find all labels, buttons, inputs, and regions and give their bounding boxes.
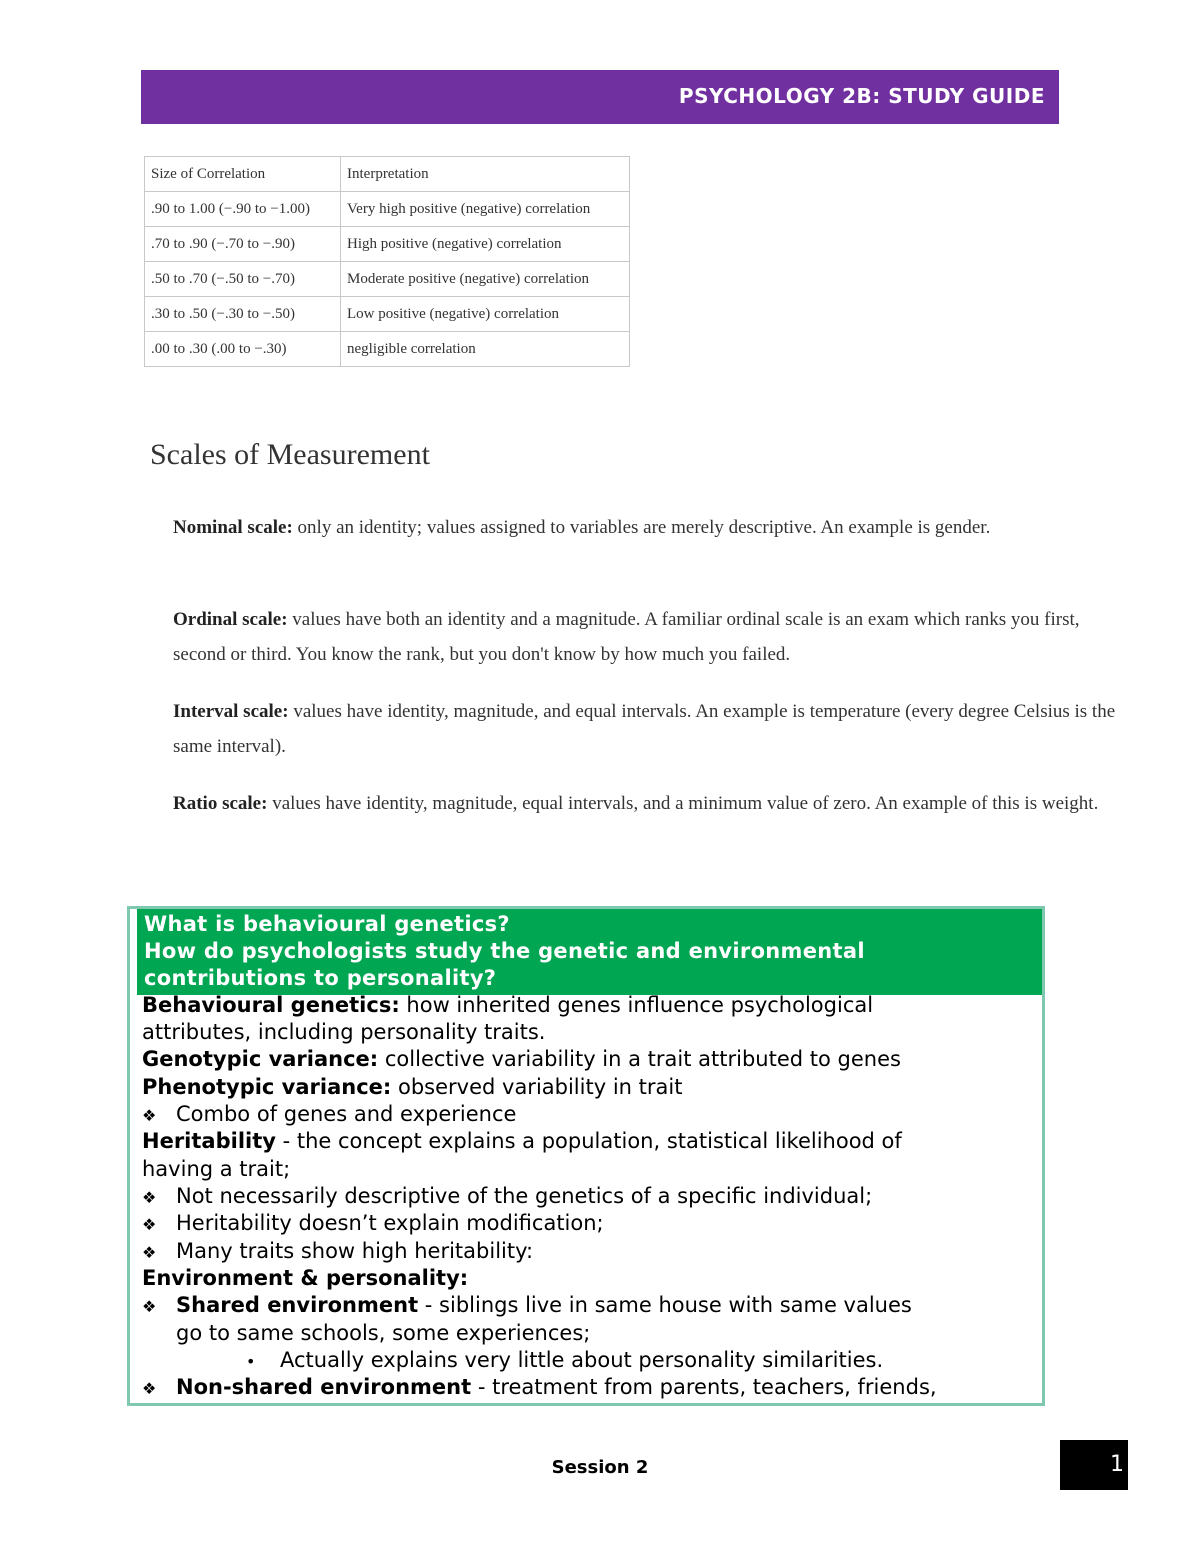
- ratio-scale-paragraph: [173, 786, 1118, 821]
- table-cell: High positive (negative) correlation: [341, 227, 630, 262]
- term: Behavioural genetics:: [142, 993, 400, 1017]
- scales-title: Scales of Measurement: [150, 438, 430, 471]
- diamond-bullet-icon: ❖: [142, 1215, 157, 1234]
- dot-bullet-icon: •: [246, 1352, 256, 1371]
- list-item-text: Actually explains very little about personality similarities.: [280, 1348, 884, 1372]
- definition-continuation: having a trait;: [142, 1157, 291, 1181]
- diamond-bullet-icon: ❖: [142, 1379, 157, 1398]
- list-item: [142, 1211, 604, 1235]
- environment-heading: [142, 1266, 468, 1290]
- table-cell: .70 to .90 (−.70 to −.90): [145, 227, 341, 262]
- page-number: 1: [1110, 1452, 1124, 1477]
- table-row: [145, 262, 630, 297]
- diamond-bullet-icon: ❖: [142, 1188, 157, 1207]
- table-cell: .00 to .30 (.00 to −.30): [145, 332, 341, 367]
- table-header-cell: Interpretation: [341, 157, 630, 192]
- question-line: What is behavioural genetics?: [144, 912, 510, 936]
- definition-continuation: go to same schools, some experiences;: [176, 1321, 591, 1345]
- table-row: [145, 192, 630, 227]
- header-bar: [141, 70, 1059, 124]
- table-cell: .30 to .50 (−.30 to −.50): [145, 297, 341, 332]
- scale-term: Ratio scale:: [173, 793, 268, 814]
- table-cell: .50 to .70 (−.50 to −.70): [145, 262, 341, 297]
- table-cell: Low positive (negative) correlation: [341, 297, 630, 332]
- question-line: contributions to personality?: [144, 966, 497, 990]
- term: Heritability: [142, 1129, 276, 1153]
- list-item: [142, 1102, 516, 1126]
- diamond-bullet-icon: ❖: [142, 1297, 157, 1316]
- questions-header: [137, 909, 1042, 995]
- table-cell: Moderate positive (negative) correlation: [341, 262, 630, 297]
- list-item: [142, 1239, 533, 1263]
- heading-text: Environment & personality:: [142, 1266, 469, 1290]
- page-number-box: [1060, 1440, 1128, 1490]
- list-item: [142, 1184, 872, 1208]
- list-item-text: Not necessarily descriptive of the genetics of a specific individual;: [176, 1184, 873, 1208]
- scale-term: Ordinal scale:: [173, 609, 288, 630]
- definition-text: - the concept explains a population, statistical likelihood of: [275, 1129, 902, 1153]
- correlation-table: [144, 156, 630, 367]
- list-item: [142, 1293, 912, 1317]
- table-header-cell: Size of Correlation: [145, 157, 341, 192]
- sub-list-item: [246, 1348, 883, 1372]
- table-cell: negligible correlation: [341, 332, 630, 367]
- diamond-bullet-icon: ❖: [142, 1243, 157, 1262]
- diamond-bullet-icon: ❖: [142, 1106, 157, 1125]
- table-row: [145, 227, 630, 262]
- definition-text: - siblings live in same house with same values: [418, 1293, 912, 1317]
- scale-text: values have identity, magnitude, equal intervals, and a minimum value of zero. An example of this is weight.: [267, 793, 1099, 814]
- behavioural-genetics-definition: [142, 993, 873, 1017]
- nominal-scale-paragraph: [173, 510, 1118, 545]
- interval-scale-paragraph: [173, 694, 1118, 764]
- definition-text: - treatment from parents, teachers, friends,: [471, 1375, 937, 1399]
- scale-term: Interval scale:: [173, 701, 289, 722]
- scale-text: values have identity, magnitude, and equal intervals. An example is temperature (every degree Celsius is the same interval).: [173, 701, 1116, 757]
- list-item-text: Combo of genes and experience: [176, 1102, 517, 1126]
- scale-term: Nominal scale:: [173, 517, 293, 538]
- term: Non-shared environment: [176, 1375, 472, 1399]
- term: Genotypic variance:: [142, 1047, 379, 1071]
- definition-continuation: attributes, including personality traits.: [142, 1020, 546, 1044]
- list-item: [142, 1375, 937, 1399]
- phenotypic-variance-definition: [142, 1075, 682, 1099]
- list-item-text: Many traits show high heritability:: [176, 1239, 534, 1263]
- table-header-row: [145, 157, 630, 192]
- scale-text: only an identity; values assigned to variables are merely descriptive. An example is gender.: [292, 517, 991, 538]
- definition-text: collective variability in a trait attributed to genes: [378, 1047, 901, 1071]
- definition-text: how inherited genes influence psychological: [399, 993, 874, 1017]
- header-title: PSYCHOLOGY 2B: STUDY GUIDE: [678, 84, 1045, 108]
- term: Phenotypic variance:: [142, 1075, 392, 1099]
- definition-text: observed variability in trait: [391, 1075, 683, 1099]
- table-row: [145, 332, 630, 367]
- table-cell: .90 to 1.00 (−.90 to −1.00): [145, 192, 341, 227]
- term: Shared environment: [176, 1293, 419, 1317]
- question-line: How do psychologists study the genetic and environmental: [144, 939, 865, 963]
- table-cell: Very high positive (negative) correlation: [341, 192, 630, 227]
- genotypic-variance-definition: [142, 1047, 901, 1071]
- heritability-definition: [142, 1129, 902, 1153]
- ordinal-scale-paragraph: [173, 602, 1118, 672]
- list-item-text: Heritability doesn’t explain modification;: [176, 1211, 604, 1235]
- session-label: Session 2: [551, 1457, 649, 1478]
- scale-text: values have both an identity and a magnitude. A familiar ordinal scale is an exam which ranks you first, second or third. You know the rank, but you don't know by how much you failed.: [173, 609, 1080, 665]
- table-row: [145, 297, 630, 332]
